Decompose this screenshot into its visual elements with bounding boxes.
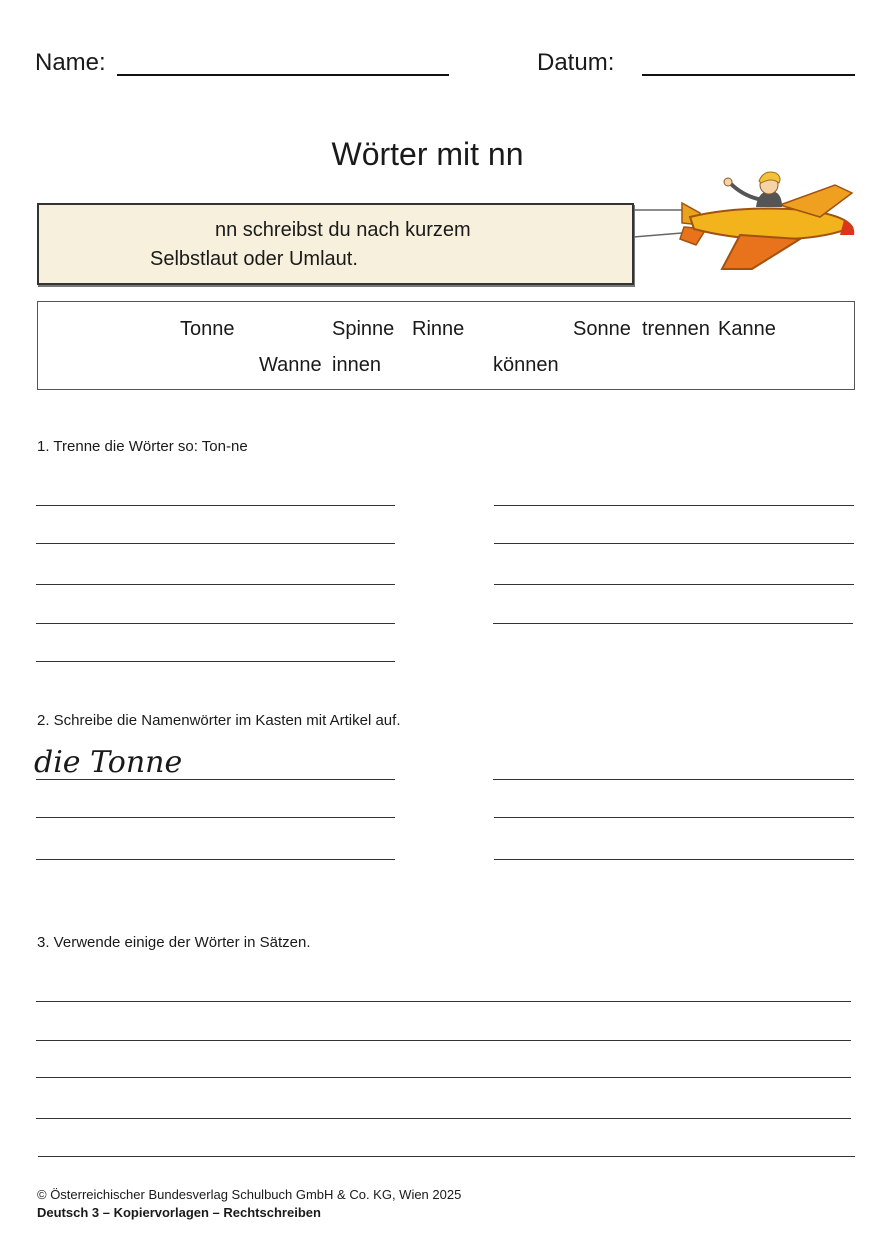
answer-line[interactable]	[494, 859, 854, 860]
answer-line[interactable]	[493, 779, 854, 780]
task-2-instruction: 2. Schreibe die Namenwörter im Kasten mit Artikel auf.	[37, 712, 401, 729]
word: Kanne	[718, 318, 776, 340]
page-title: Wörter mit nn	[331, 136, 524, 172]
sentence-line[interactable]	[36, 1118, 851, 1119]
word: Tonne	[180, 318, 235, 340]
footer-series: Deutsch 3 – Kopiervorlagen – Rechtschreiben	[37, 1205, 321, 1220]
footer-copyright: © Österreichischer Bundesverlag Schulbuch GmbH & Co. KG, Wien 2025	[37, 1187, 462, 1202]
example-answer: die Tonne	[34, 745, 183, 780]
word: Spinne	[332, 318, 395, 340]
answer-line[interactable]	[494, 817, 854, 818]
answer-line[interactable]	[494, 543, 854, 544]
word: Sonne	[573, 318, 631, 340]
answer-line[interactable]	[36, 859, 395, 860]
airplane-illustration	[630, 165, 860, 280]
word: innen	[332, 354, 381, 376]
word: trennen	[642, 318, 710, 340]
sentence-line[interactable]	[36, 1001, 851, 1002]
word-box	[37, 301, 855, 390]
name-label: Name:	[35, 49, 106, 76]
date-label: Datum:	[537, 49, 615, 76]
answer-line[interactable]	[36, 779, 395, 780]
rule-line-2: Selbstlaut oder Umlaut.	[150, 248, 358, 270]
name-field[interactable]	[117, 74, 449, 76]
task-1-instruction: 1. Trenne die Wörter so: Ton-ne	[37, 438, 248, 455]
answer-line[interactable]	[494, 505, 854, 506]
answer-line[interactable]	[493, 623, 853, 624]
date-field[interactable]	[642, 74, 855, 76]
task-3-instruction: 3. Verwende einige der Wörter in Sätzen.	[37, 934, 311, 951]
word: können	[493, 354, 559, 376]
answer-line[interactable]	[36, 661, 395, 662]
word: Rinne	[412, 318, 465, 340]
answer-line[interactable]	[36, 505, 395, 506]
answer-line[interactable]	[494, 584, 854, 585]
word: Wanne	[259, 354, 322, 376]
answer-line[interactable]	[36, 584, 395, 585]
answer-line[interactable]	[36, 623, 395, 624]
rule-line-1: nn schreibst du nach kurzem	[215, 219, 471, 241]
sentence-line[interactable]	[36, 1040, 851, 1041]
answer-line[interactable]	[36, 543, 395, 544]
answer-line[interactable]	[36, 817, 395, 818]
sentence-line[interactable]	[38, 1156, 855, 1157]
sentence-line[interactable]	[36, 1077, 851, 1078]
